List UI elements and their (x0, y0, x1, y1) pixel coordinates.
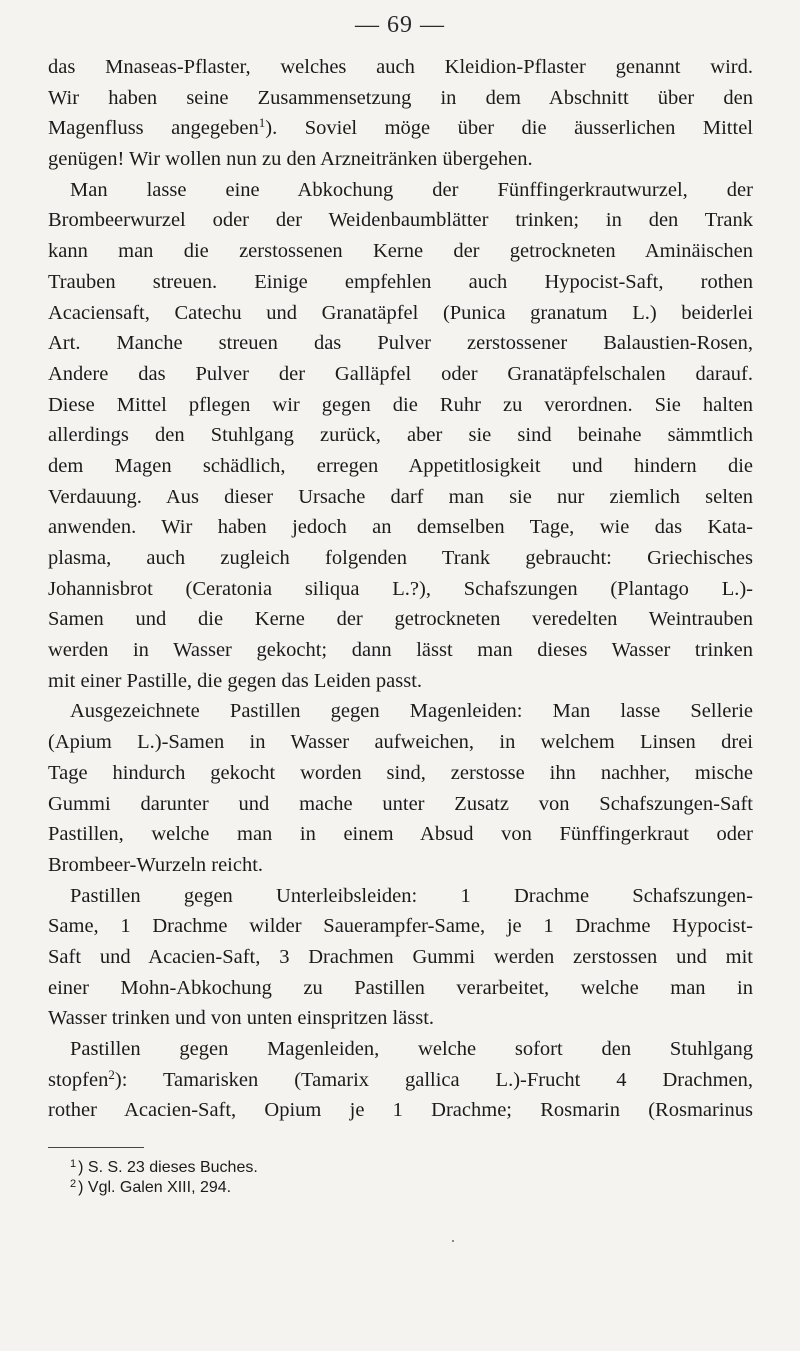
text-line: allerdings den Stuhlgang zurück, aber sie sind beinahe sämmtlich (48, 424, 753, 447)
text-line: Art. Manche streuen das Pulver zerstossener Balaustien-Rosen, (48, 332, 753, 355)
text-line: (Apium L.)-Samen in Wasser aufweichen, in welchem Linsen drei (48, 731, 753, 754)
text-line: Andere das Pulver der Galläpfel oder Granatäpfelschalen darauf. (48, 362, 753, 385)
text-line: Wir haben seine Zusammensetzung in dem Abschnitt über den (48, 86, 753, 109)
text-line: genügen! Wir wollen nun zu den Arzneitränken übergehen. (48, 148, 533, 171)
text-line: Magenfluss angegeben$^1$). Soviel möge über die äusserlichen Mittel (48, 115, 753, 140)
footnote-divider (48, 1147, 144, 1148)
text-line: werden in Wasser gekocht; dann lässt man dieses Wasser trinken (48, 639, 753, 662)
text-line: Verdauung. Aus dieser Ursache darf man sie nur ziemlich selten (48, 485, 753, 508)
footnote: $^2$ ) Vgl. Galen XIII, 294. (70, 1178, 232, 1196)
paper-speck (452, 1240, 454, 1242)
text-line: das Mnaseas-Pflaster, welches auch Kleidion-Pflaster genannt wird. (48, 56, 753, 78)
text-line: Acaciensaft, Catechu und Granatäpfel (Punica granatum L.) beiderlei (48, 301, 753, 324)
body-text (48, 52, 753, 1126)
text-line: Gummi darunter und mache unter Zusatz von Schafszungen-Saft (48, 792, 753, 815)
footnote-reference: 2 (108, 1066, 115, 1082)
text-line: Brombeerwurzel oder der Weidenbaumblätter trinken; in den Trank (48, 209, 753, 232)
text-line: Ausgezeichnete Pastillen gegen Magenleiden: Man lasse Sellerie (70, 700, 753, 723)
text-line: Pastillen gegen Unterleibsleiden: 1 Drachme Schafszungen- (70, 884, 753, 907)
footnote-reference: 1 (258, 115, 266, 131)
text-line: Trauben streuen. Einige empfehlen auch Hypocist-Saft, rothen (48, 270, 753, 293)
text-line: mit einer Pastille, die gegen das Leiden passt. (48, 669, 423, 692)
text-line: anwenden. Wir haben jedoch an demselben Tage, wie das Kata- (48, 516, 753, 539)
text-line: Tage hindurch gekocht worden sind, zerstosse ihn nachher, mische (48, 761, 753, 784)
text-line: Brombeer-Wurzeln reicht. (48, 853, 264, 876)
text-line: Same, 1 Drachme wilder Sauerampfer-Same, je 1 Drachme Hypocist- (48, 915, 753, 938)
text-line: einer Mohn-Abkochung zu Pastillen verarbeitet, welche man in (48, 976, 753, 999)
text-line: Johannisbrot (Ceratonia siliqua L.?), Schafszungen (Plantago L.)- (48, 577, 753, 600)
text-line: Wasser trinken und von unten einspritzen lässt. (48, 1007, 435, 1030)
text-line: Pastillen, welche man in einem Absud von Fünffingerkraut oder (48, 823, 753, 846)
text-line: Man lasse eine Abkochung der Fünffingerkrautwurzel, der (70, 178, 753, 201)
text-line: Diese Mittel pflegen wir gegen die Ruhr zu verordnen. Sie halten (48, 393, 753, 416)
text-line: Samen und die Kerne der getrockneten veredelten Weintrauben (48, 608, 753, 631)
text-line: Saft und Acacien-Saft, 3 Drachmen Gummi werden zerstossen und mit (48, 945, 753, 968)
footnote: $^1$ ) S. S. 23 dieses Buches. (70, 1158, 258, 1176)
text-line: dem Magen schädlich, erregen Appetitlosigkeit und hindern die (48, 454, 753, 477)
text-line: Pastillen gegen Magenleiden, welche sofort den Stuhlgang (70, 1038, 753, 1060)
text-line: stopfen$^2$): Tamarisken (Tamarix gallica L.)-Frucht 4 Drachmen, (48, 1066, 753, 1091)
footnote-mark: 1 (70, 1158, 77, 1170)
footnotes (70, 1158, 570, 1198)
page-number: — 69 — (355, 12, 445, 38)
footnote-mark: 2 (70, 1178, 77, 1190)
text-line: kann man die zerstossenen Kerne der getrockneten Aminäischen (48, 240, 753, 263)
text-line: plasma, auch zugleich folgenden Trank gebraucht: Griechisches (48, 547, 753, 569)
text-line: rother Acacien-Saft, Opium je 1 Drachme; Rosmarin (Rosmarinus (48, 1099, 753, 1122)
